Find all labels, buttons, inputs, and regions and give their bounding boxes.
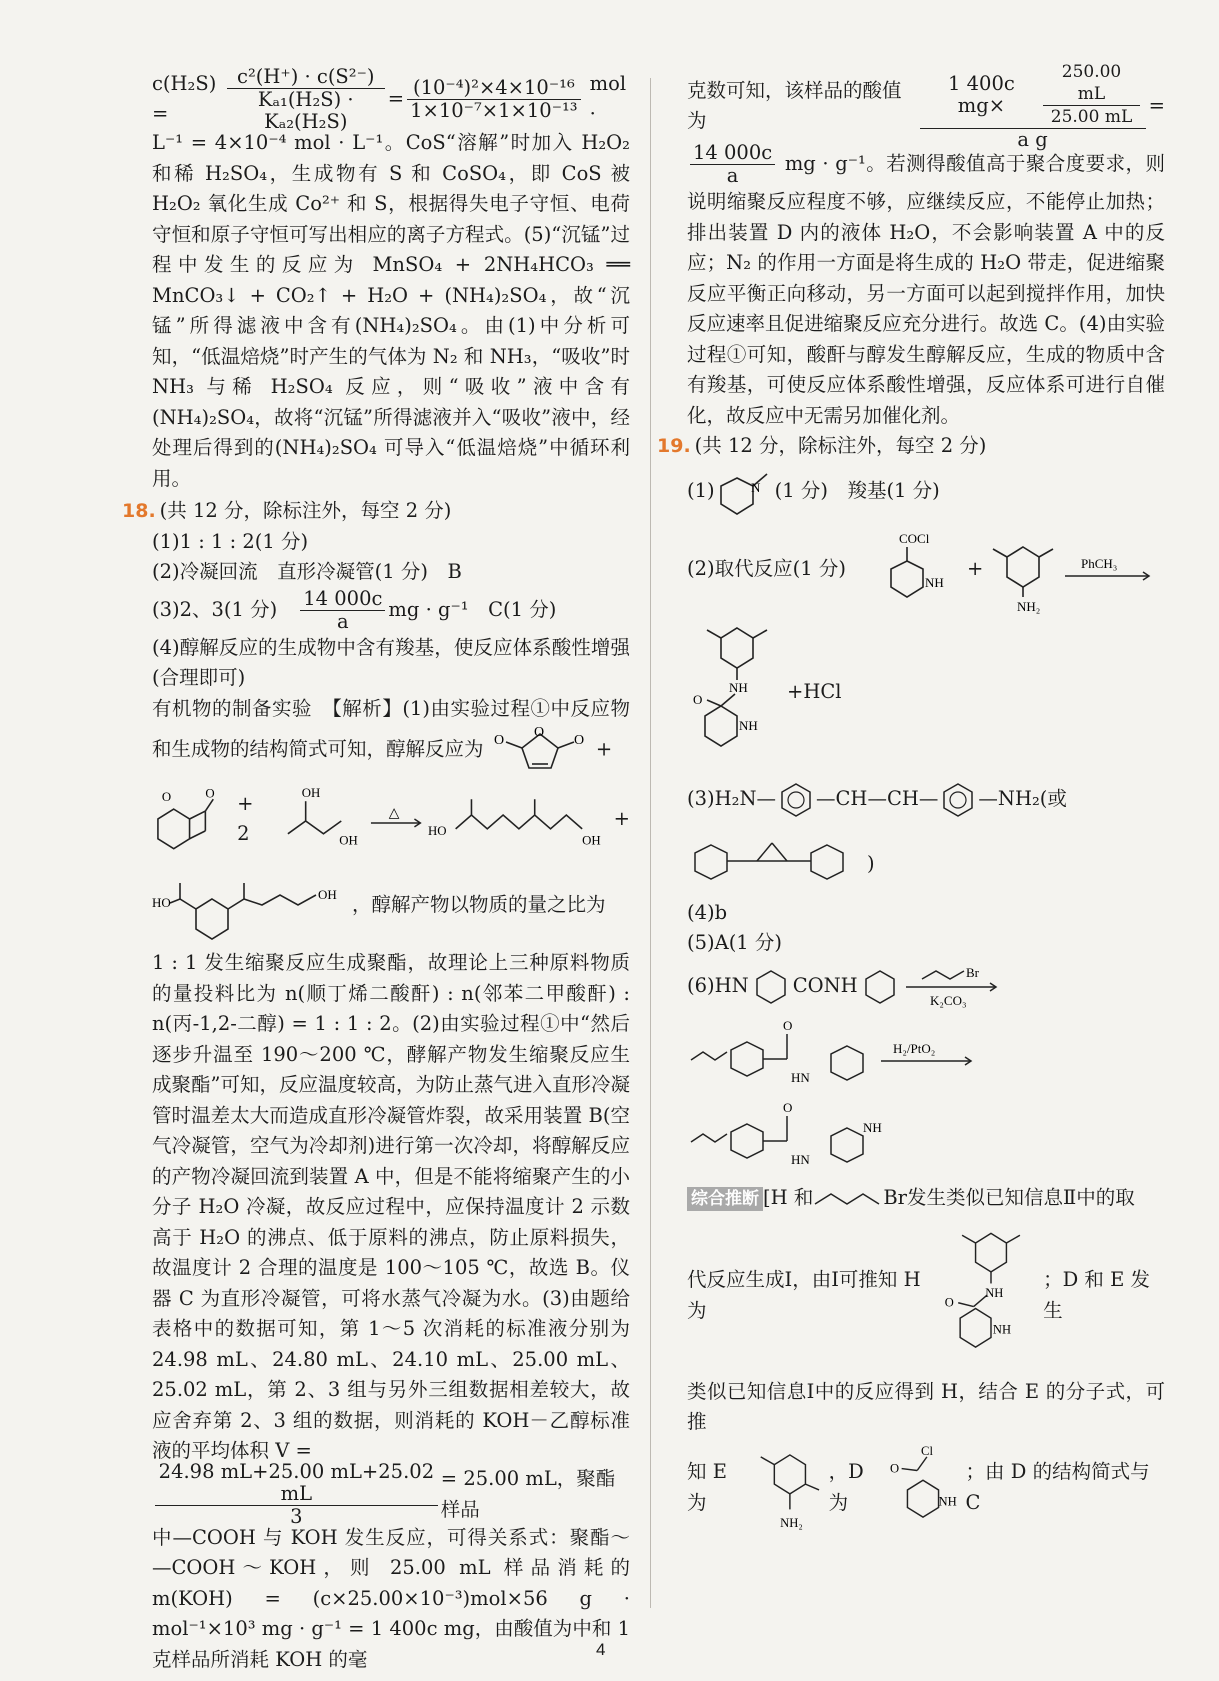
frac-numerator: (10⁻⁴)²×4×10⁻¹⁶ <box>407 77 581 100</box>
svg-text:NH₂: NH₂ <box>779 1515 803 1530</box>
amide-product-structure <box>687 618 787 768</box>
svg-text:NH: NH <box>739 717 758 733</box>
propanediol-structure <box>278 779 367 859</box>
svg-text:COCl: COCl <box>899 530 930 546</box>
q18-explanation-end: 中—COOH 与 KOH 发生反应，可得关系式：聚酯～—COOH～KOH，则 25.00 mL 样品消耗的 m(KOH) = (c×25.00×10⁻³)mol×56 g · mol⁻¹×10³ mg · g⁻¹ = 1 400c mg，由酸值为中和 1 克样品所消耗 KOH 的毫 <box>152 1525 630 1671</box>
svg-text:O: O <box>493 733 504 748</box>
svg-text:OH: OH <box>301 786 320 801</box>
q18-answer-2: (2)冷凝回流 直形冷凝管(1 分) B <box>152 560 462 583</box>
svg-text:HO: HO <box>427 823 447 838</box>
paragraph-cos-mn: L⁻¹ = 4×10⁻⁴ mol · L⁻¹。CoS“溶解”时加入 H₂O₂ 和稀 H₂SO₄，生成物有 S 和 CoSO₄，即 CoS 被 H₂O₂ 氧化生成 Co²⁺ 和 S，根据得失电子守恒、电荷守恒和原子守恒可写出相应的离子方程式。(5)“沉锰”过程中发生的反应为 MnSO₄ + 2NH₄HCO₃ ══ MnCO₃↓ + CO₂↑ + H₂O + (NH₄)₂SO₄，故“沉锰”所得滤液中含有(NH₄)₂SO₄。由(1)中分析可知，“低温焙烧”时产生的气体为 N₂ 和 NH₃，“吸收”时 NH₃ 与稀 H₂SO₄ 反应，则“吸收”液中含有(NH₄)₂SO₄，故将“沉锰”所得滤液并入“吸收”液中，经处理后得到的(NH₄)₂SO₄ 可导入“低温焙烧”中循环利用。 <box>152 131 630 490</box>
svg-text:H₂/PtO₂: H₂/PtO₂ <box>893 1040 936 1056</box>
svg-text:NH: NH <box>729 679 748 695</box>
volume-fraction: $\frac{24.98 mL+25.00 mL+25.02 mL}{3}$ <box>155 1461 438 1528</box>
amide-product-line: NH O NH +HCl <box>687 618 1165 768</box>
svg-text:HN: HN <box>791 1069 810 1085</box>
svg-text:OH: OH <box>338 833 358 848</box>
methylpyridine-structure <box>715 464 775 520</box>
inference-line-2: 代反应生成Ⅰ，由Ⅰ可推知 H 为 NH O NH ；D 和 E 发生 <box>687 1221 1165 1371</box>
q18-answer-4: (4)醇解反应的生成物中含有羧基，使反应体系酸性增强(合理即可) <box>152 635 630 689</box>
q18-header: 18. (共 12 分，除标注外，每空 2 分) <box>122 499 452 522</box>
svg-text:O: O <box>533 725 544 740</box>
compound-e-structure <box>751 1440 829 1536</box>
q19-answer-4: (4)b <box>687 900 728 924</box>
frac-numerator: c²(H⁺) · c(S²⁻) <box>227 66 385 89</box>
inference-line-3: 类似已知信息Ⅰ中的反应得到 H，结合 E 的分子式，可推 <box>687 1379 1165 1433</box>
acid-value-calculation: 克数可知，该样品的酸值为 1 400c mg× $\frac{250.00 mL}{25.00 mL}$ a g = <box>687 62 1165 151</box>
acid-value-fraction: $\frac{14 000c}{a}$ <box>300 588 385 633</box>
svg-text:NH: NH <box>992 1322 1012 1337</box>
benzene-ring-icon <box>938 780 978 820</box>
svg-text:NH₂: NH₂ <box>1017 598 1041 614</box>
alcoholysis-reaction: O O + 2 OH OH △ HO OH + <box>152 776 630 862</box>
question-number: 18. <box>122 500 156 522</box>
svg-text:O: O <box>944 1295 954 1310</box>
acid-value-big-fraction: 1 400c mg× $\frac{250.00 mL}{25.00 mL}$ a g <box>920 61 1146 151</box>
q19-answer-6-product <box>687 1095 1165 1177</box>
heat-arrow <box>367 799 426 839</box>
svg-text:Br: Br <box>965 964 979 980</box>
maleic-anhydride-structure <box>490 724 590 776</box>
column-divider <box>650 78 651 1608</box>
acid-value-explanation: $\frac{14 000c}{a}$ mg · g⁻¹。若测得酸值高于聚合度要求，则说明缩聚反应程度不够，应继续反应，不能停止加热；排出装置 D 内的液体 H₂O，不会影响装置 A 中的反应；N₂ 的作用一方面是将生成的 H₂O 带走，促进缩聚反应平衡正向移动，另一方面可以起到搅拌作用，加快反应速率且促进缩聚反应充分进行。故选 C。(4)由实验过程①可知，酸酐与醇发生醇解反应，生成的物质中含有羧基，可使反应体系酸性增强，反应体系可进行自催化，故反应中无需另加催化剂。 <box>687 141 1166 427</box>
phch3-arrow <box>1063 550 1153 590</box>
h2s-fraction-1 <box>227 66 385 133</box>
svg-text:△: △ <box>388 805 399 822</box>
svg-text:O: O <box>161 790 172 805</box>
svg-text:O: O <box>693 691 703 707</box>
butyl-chain-icon <box>813 1186 883 1212</box>
svg-text:NH: NH <box>938 1494 957 1509</box>
svg-text:K₂CO₃: K₂CO₃ <box>929 992 967 1008</box>
svg-text:OH: OH <box>318 887 337 902</box>
alternative-diamine-structure <box>687 833 867 897</box>
h2s-prefix: c(H₂S) = <box>152 71 217 125</box>
h2s-fraction-2 <box>407 77 581 122</box>
svg-text:Cl: Cl <box>920 1443 933 1458</box>
compound-d-structure <box>888 1440 966 1536</box>
svg-text:N: N <box>750 479 761 495</box>
svg-text:O: O <box>783 1017 793 1033</box>
phthalate-ester-structure <box>152 863 352 947</box>
svg-text:HO: HO <box>152 895 171 910</box>
page-number: 4 <box>596 1640 606 1659</box>
svg-text:NH: NH <box>925 574 944 590</box>
q19-answer-3-alt: ) <box>687 832 1165 898</box>
svg-text:O: O <box>783 1099 793 1115</box>
frac-denominator: 1×10⁻⁷×1×10⁻¹³ <box>410 98 578 122</box>
right-column <box>657 62 1166 1538</box>
q19-answer-6-step1: (6)HN CONH Br K₂CO₃ <box>687 959 1165 1015</box>
pyridine-ring-icon <box>858 965 902 1009</box>
q19-header: 19. (共 12 分，除标注外，每空 2 分) <box>657 434 987 457</box>
alcoholysis-product-structure <box>426 779 614 859</box>
question-number: 19. <box>657 435 691 457</box>
h2s-unit: mol · <box>589 71 627 125</box>
svg-text:O: O <box>573 733 584 748</box>
q19-answer-5: (5)A(1 分) <box>687 931 783 954</box>
inference-line-4: 知 E 为 NH₂ ，D 为 Cl O NH ；由 D 的结构简式与 C <box>687 1438 1165 1538</box>
q18-answer-3: (3)2、3(1 分) $\frac{14 000c}{a}$ mg · g⁻¹ C(1 分) <box>152 586 557 633</box>
q18-explanation-start: 有机物的制备实验 【解析】(1)由实验过程①中反应物和生成物的结构简式可知，醇解反应为 O O O + <box>152 694 630 777</box>
benzene-ring-icon <box>776 780 816 820</box>
svg-text:NH: NH <box>985 1285 1004 1300</box>
svg-text:O: O <box>205 786 215 801</box>
svg-text:NH: NH <box>863 1119 882 1135</box>
average-volume-equation: $\frac{24.98 mL+25.00 mL+25.02 mL}{3}$ = 25.00 mL，聚酯样品 <box>152 1467 630 1523</box>
piperidine-acyl-chloride-structure <box>887 525 967 615</box>
comprehensive-inference-tag: 综合推断 <box>687 1187 763 1211</box>
q19-answer-3: (3)H₂N— —CH—CH— —NH₂(或 <box>687 768 1165 832</box>
left-column <box>122 64 630 1675</box>
inference-line-1: 综合推断 [ H 和 Br发生类似已知信息Ⅱ中的取 <box>687 1177 1165 1221</box>
q19-answer-2: (2)取代反应(1 分) COCl NH + NH₂ PhCH₃ <box>687 522 1165 618</box>
compound-h-structure <box>937 1223 1043 1369</box>
bromopropane-arrow <box>902 961 1002 1013</box>
svg-text:PhCH₃: PhCH₃ <box>1081 555 1118 571</box>
hydrogenation-arrow <box>877 1033 977 1077</box>
q19-answer-6-step2 <box>687 1015 1165 1095</box>
piperidine-ring-icon <box>749 965 793 1009</box>
svg-text:HN: HN <box>791 1151 810 1167</box>
frac-denominator: Kₐ₁(H₂S) · Kₐ₂(H₂S) <box>257 87 354 133</box>
q18-answer-1: (1)1 : 1 : 2(1 分) <box>152 529 309 553</box>
piperidyl-amide-structure <box>687 1096 887 1176</box>
q18-explanation-main: 1 : 1 发生缩聚反应生成聚酯，故理论上三种原料物质的量投料比为 n(顺丁烯二酸酐) : n(邻苯二甲酸酐) : n(丙-1,2-二醇) = 1 : 1 : 2。(2)由实验过程①中“然后逐步升温至 190～200 ℃，酵解产物发生缩聚反应生成聚酯”可知，反应温度较高，为防止蒸气进入直形冷凝管时温差太大而造成直形冷凝管炸裂，故采用装置 B(空气冷凝管，空气为冷却剂)进行第一次冷却，将醇解反应的产物冷凝回流到装置 A 中，但是不能将缩聚产生的小分子 H₂O 冷凝，故反应过程中，应保持温度计 2 示数高于 H₂O 的沸点、低于原料的沸点，防止原料损失，故温度计 2 合理的温度是 100～105 ℃，故选 B。仪器 C 为直形冷凝管，可将水蒸气冷凝为水。(3)由题给表格中的数据可知，第 1～5 次消耗的标准液分别为 24.98 mL、24.80 mL、24.10 mL、25.00 mL、25.02 mL，第 2、3 组与另外三组数据相差较大，故应舍弃第 2、3 组的数据，则消耗的 KOH－乙醇标准液的平均体积 V = <box>152 951 630 1462</box>
dimethylaniline-structure <box>983 525 1063 615</box>
pyridyl-amide-structure <box>687 1016 877 1094</box>
second-product-line: HO OH ，醇解产物以物质的量之比为 <box>152 862 630 948</box>
phthalic-anhydride-structure <box>152 779 231 859</box>
h2s-equation: c(H₂S) = $\frac{\text{c²(H⁺) · c(S²⁻)}}{\text{Kₐ₁(H₂S) · Kₐ₂(H₂S)}}$ = $\frac{\text{(10⁻⁴)²×4×10⁻¹⁶}}{\text{1×10⁻⁷×1×10⁻¹³}}$ mol · <box>152 70 630 128</box>
svg-text:O: O <box>889 1460 899 1475</box>
svg-text:OH: OH <box>582 833 601 848</box>
q19-answer-1: (1) N (1 分) 羧基(1 分) <box>687 462 1165 522</box>
